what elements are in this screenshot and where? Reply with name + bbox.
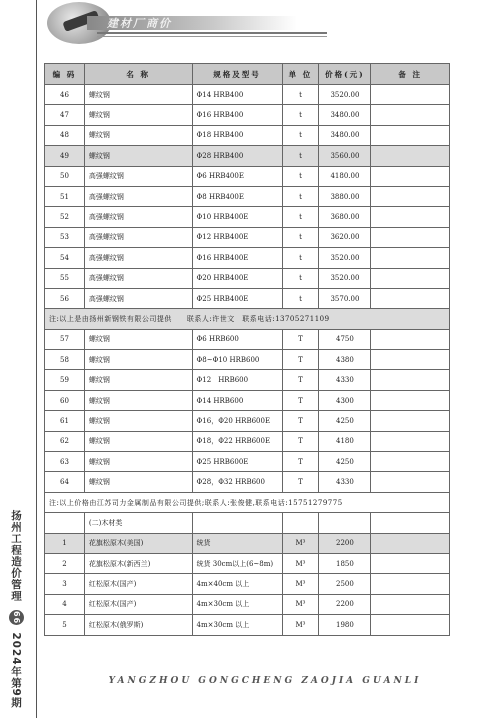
cell-code: 47	[45, 105, 85, 125]
table-row	[45, 248, 450, 268]
cell-note	[371, 227, 450, 247]
cell-note	[371, 390, 450, 410]
cell-spec: Φ10 HRB400E	[192, 207, 282, 227]
cell-code: 52	[45, 207, 85, 227]
cell-price: 4380	[319, 350, 371, 370]
cell-price: 3520.00	[319, 85, 371, 105]
cell-note	[371, 268, 450, 288]
cell-name: 螺纹钢	[84, 472, 192, 492]
cell-code: 51	[45, 186, 85, 206]
cell-name: 高强螺纹钢	[84, 268, 192, 288]
table-row	[45, 350, 450, 370]
cell-spec: Φ16 HRB400E	[192, 248, 282, 268]
cell-code: 63	[45, 452, 85, 472]
table-body	[45, 85, 450, 636]
cell-price: 3570.00	[319, 288, 371, 308]
cell-unit: t	[282, 227, 319, 247]
cell-note	[371, 186, 450, 206]
cell-note	[371, 533, 450, 553]
cell-note	[371, 370, 450, 390]
cell-code: 5	[45, 615, 85, 635]
cell-code: 62	[45, 431, 85, 451]
cell-name: 高强螺纹钢	[84, 248, 192, 268]
cell-unit: T	[282, 472, 319, 492]
cell-note	[371, 248, 450, 268]
empty-cell	[371, 513, 450, 533]
cell-spec: Φ28，Φ32 HRB600	[192, 472, 282, 492]
table-row	[45, 594, 450, 614]
cell-unit: M³	[282, 594, 319, 614]
cell-name: 螺纹钢	[84, 105, 192, 125]
table-row	[45, 105, 450, 125]
cell-spec: Φ12 HRB600	[192, 370, 282, 390]
cell-name: 花旗松原木(美国)	[84, 533, 192, 553]
cell-code	[45, 513, 85, 533]
cell-note	[371, 85, 450, 105]
cell-price: 3880.00	[319, 186, 371, 206]
cell-price: 3520.00	[319, 268, 371, 288]
table-row	[45, 125, 450, 145]
cell-code: 58	[45, 350, 85, 370]
cell-code: 3	[45, 574, 85, 594]
cell-spec: 4m×40cm 以上	[192, 574, 282, 594]
cell-unit: T	[282, 370, 319, 390]
table-row	[45, 411, 450, 431]
cell-name: 高强螺纹钢	[84, 288, 192, 308]
cell-spec: Φ25 HRB600E	[192, 452, 282, 472]
page-number-badge: 66	[9, 610, 24, 625]
cell-name: 花旗松原木(新西兰)	[84, 553, 192, 573]
cell-unit: T	[282, 452, 319, 472]
cell-unit: T	[282, 411, 319, 431]
cell-spec: 统货 30cm以上(6~8m)	[192, 553, 282, 573]
column-header: 名 称	[84, 64, 192, 85]
table-row	[45, 390, 450, 410]
cell-unit: t	[282, 186, 319, 206]
cell-name: 螺纹钢	[84, 146, 192, 166]
supplier-note: 注:以上是由扬州新钢铁有限公司提供 联系人:许世文 联系电话:13705271109	[45, 309, 450, 329]
table-row	[45, 533, 450, 553]
cell-spec: 4m×30cm 以上	[192, 615, 282, 635]
table-row	[45, 85, 450, 105]
cell-spec: Φ16 HRB400	[192, 105, 282, 125]
cell-note	[371, 105, 450, 125]
table-row	[45, 615, 450, 635]
cell-name: 螺纹钢	[84, 411, 192, 431]
table-header-row	[45, 64, 450, 85]
cell-code: 64	[45, 472, 85, 492]
cell-name: 红松原木(俄罗斯)	[84, 615, 192, 635]
cell-name: 螺纹钢	[84, 329, 192, 349]
cell-code: 1	[45, 533, 85, 553]
footer-journal-title: YANGZHOU GONGCHENG ZAOJIA GUANLI	[108, 676, 422, 686]
cell-code: 48	[45, 125, 85, 145]
cell-code: 49	[45, 146, 85, 166]
cell-note	[371, 574, 450, 594]
table-row	[45, 329, 450, 349]
table-row	[45, 146, 450, 166]
cell-unit: t	[282, 288, 319, 308]
cell-spec: 4m×30cm 以上	[192, 594, 282, 614]
journal-side-label	[4, 510, 28, 708]
cell-note	[371, 411, 450, 431]
cell-name: 螺纹钢	[84, 350, 192, 370]
cell-note	[371, 329, 450, 349]
cell-note	[371, 146, 450, 166]
cell-name: 高强螺纹钢	[84, 227, 192, 247]
cell-code: 46	[45, 85, 85, 105]
cell-note	[371, 472, 450, 492]
table-row	[45, 268, 450, 288]
cell-name: 螺纹钢	[84, 125, 192, 145]
cell-code: 57	[45, 329, 85, 349]
cell-code: 59	[45, 370, 85, 390]
cell-unit: t	[282, 125, 319, 145]
cell-price: 4330	[319, 370, 371, 390]
header-divider-thin	[97, 36, 327, 37]
supplier-note-row	[45, 309, 450, 329]
cell-note	[371, 207, 450, 227]
cell-price: 4180.00	[319, 166, 371, 186]
cell-name: 红松原木(国产)	[84, 574, 192, 594]
cell-price: 4180	[319, 431, 371, 451]
column-header: 编 码	[45, 64, 85, 85]
cell-unit: t	[282, 166, 319, 186]
cell-name: 红松原木(国产)	[84, 594, 192, 614]
cell-spec: Φ18 HRB400	[192, 125, 282, 145]
header-divider	[97, 32, 327, 34]
cell-spec: Φ14 HRB600	[192, 390, 282, 410]
table-row	[45, 431, 450, 451]
cell-unit: t	[282, 207, 319, 227]
cell-code: 2	[45, 553, 85, 573]
cell-name: 螺纹钢	[84, 370, 192, 390]
price-table	[44, 63, 450, 636]
cell-price: 4750	[319, 329, 371, 349]
cell-spec: Φ14 HRB400	[192, 85, 282, 105]
cell-unit: t	[282, 268, 319, 288]
table-row	[45, 227, 450, 247]
cell-unit: T	[282, 350, 319, 370]
cell-note	[371, 553, 450, 573]
cell-unit: T	[282, 390, 319, 410]
cell-price: 1980	[319, 615, 371, 635]
cell-note	[371, 615, 450, 635]
cell-spec: Φ25 HRB400E	[192, 288, 282, 308]
empty-cell	[319, 513, 371, 533]
cell-price: 4330	[319, 472, 371, 492]
cell-name: 高强螺纹钢	[84, 166, 192, 186]
table-row	[45, 472, 450, 492]
cell-unit: t	[282, 248, 319, 268]
cell-spec: Φ20 HRB400E	[192, 268, 282, 288]
cell-spec: 统货	[192, 533, 282, 553]
journal-name: 扬州工程造价管理	[10, 510, 22, 602]
cell-unit: M³	[282, 553, 319, 573]
cell-spec: Φ8~Φ10 HRB600	[192, 350, 282, 370]
supplier-note-row	[45, 492, 450, 512]
table-row	[45, 452, 450, 472]
cell-price: 4300	[319, 390, 371, 410]
cell-name: 螺纹钢	[84, 431, 192, 451]
cell-spec: Φ16，Φ20 HRB600E	[192, 411, 282, 431]
cell-code: 50	[45, 166, 85, 186]
cell-unit: M³	[282, 615, 319, 635]
cell-price: 2200	[319, 533, 371, 553]
cell-unit: M³	[282, 533, 319, 553]
cell-note	[371, 452, 450, 472]
cell-name: 螺纹钢	[84, 452, 192, 472]
cell-spec: Φ28 HRB400	[192, 146, 282, 166]
empty-cell	[192, 513, 282, 533]
section-heading: (二)木材类	[84, 513, 192, 533]
cell-price: 4250	[319, 411, 371, 431]
column-header: 单 位	[282, 64, 319, 85]
section-title: 建材厂商价	[107, 17, 172, 30]
cell-name: 高强螺纹钢	[84, 186, 192, 206]
cell-price: 3620.00	[319, 227, 371, 247]
cell-code: 4	[45, 594, 85, 614]
column-header: 备 注	[371, 64, 450, 85]
cell-code: 60	[45, 390, 85, 410]
cell-unit: t	[282, 85, 319, 105]
cell-price: 3520.00	[319, 248, 371, 268]
table-row	[45, 207, 450, 227]
cell-unit: t	[282, 105, 319, 125]
cell-price: 3480.00	[319, 105, 371, 125]
issue-label: 2024年第9期	[10, 632, 22, 709]
cell-spec: Φ6 HRB600	[192, 329, 282, 349]
table-row	[45, 553, 450, 573]
column-header: 价格(元)	[319, 64, 371, 85]
table-row	[45, 288, 450, 308]
cell-price: 3560.00	[319, 146, 371, 166]
left-margin-rule	[36, 0, 37, 718]
cell-code: 53	[45, 227, 85, 247]
table-row	[45, 166, 450, 186]
cell-name: 螺纹钢	[84, 85, 192, 105]
cell-code: 56	[45, 288, 85, 308]
cell-unit: t	[282, 146, 319, 166]
cell-name: 螺纹钢	[84, 390, 192, 410]
cell-name: 高强螺纹钢	[84, 207, 192, 227]
cell-price: 2200	[319, 594, 371, 614]
column-header: 规格及型号	[192, 64, 282, 85]
cell-price: 4250	[319, 452, 371, 472]
cell-spec: Φ12 HRB400E	[192, 227, 282, 247]
cell-note	[371, 431, 450, 451]
cell-note	[371, 166, 450, 186]
cell-price: 3680.00	[319, 207, 371, 227]
cell-code: 55	[45, 268, 85, 288]
cell-price: 1850	[319, 553, 371, 573]
cell-spec: Φ8 HRB400E	[192, 186, 282, 206]
cell-spec: Φ6 HRB400E	[192, 166, 282, 186]
section-row	[45, 513, 450, 533]
cell-code: 54	[45, 248, 85, 268]
cell-code: 61	[45, 411, 85, 431]
cell-price: 3480.00	[319, 125, 371, 145]
cell-spec: Φ18，Φ22 HRB600E	[192, 431, 282, 451]
cell-note	[371, 350, 450, 370]
supplier-note: 注:以上价格由江苏司力金属制品有限公司提供;联系人:张俊健,联系电话:15751279775	[45, 492, 450, 512]
table-row	[45, 186, 450, 206]
cell-unit: T	[282, 431, 319, 451]
cell-price: 2500	[319, 574, 371, 594]
table-row	[45, 574, 450, 594]
table-row	[45, 370, 450, 390]
cell-note	[371, 125, 450, 145]
empty-cell	[282, 513, 319, 533]
page-header	[37, 0, 489, 62]
cell-unit: T	[282, 329, 319, 349]
cell-note	[371, 594, 450, 614]
cell-unit: M³	[282, 574, 319, 594]
cell-note	[371, 288, 450, 308]
